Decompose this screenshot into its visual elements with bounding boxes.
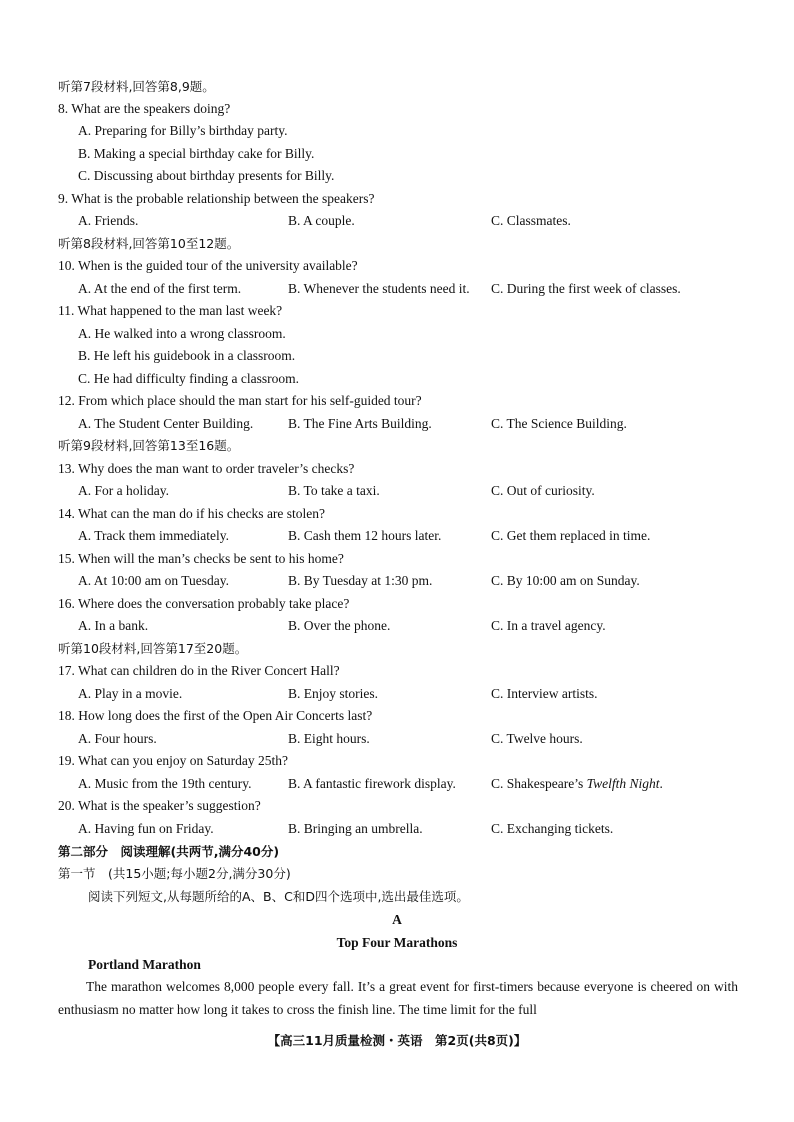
question-14-option-c: C. Get them replaced in time. xyxy=(491,528,651,543)
question-19-option-c-suffix: . xyxy=(659,776,663,791)
question-16-option-c: C. In a travel agency. xyxy=(491,618,606,633)
question-10-stem: 10. When is the guided tour of the university available? xyxy=(58,258,358,273)
question-19-option-b: B. A fantastic firework display. xyxy=(288,776,456,791)
question-19-option-a: A. Music from the 19th century. xyxy=(78,776,252,791)
question-20-option-a: A. Having fun on Friday. xyxy=(78,821,214,836)
question-15-stem: 15. When will the man’s checks be sent to his home? xyxy=(58,551,344,566)
question-14-option-a: A. Track them immediately. xyxy=(78,528,229,543)
page-footer: 【高三11月质量检测・英语 第2页(共8页)】 xyxy=(267,1033,527,1048)
question-12-option-c: C. The Science Building. xyxy=(491,416,627,431)
question-14-option-b: B. Cash them 12 hours later. xyxy=(288,528,442,543)
question-18-stem: 18. How long does the first of the Open Air Concerts last? xyxy=(58,708,373,723)
question-20-option-c: C. Exchanging tickets. xyxy=(491,821,614,836)
section-header-7: 听第7段材料,回答第8,9题。 xyxy=(58,79,215,94)
question-17-option-b: B. Enjoy stories. xyxy=(288,686,378,701)
question-16-option-a: A. In a bank. xyxy=(78,618,149,633)
question-16-option-b: B. Over the phone. xyxy=(288,618,391,633)
question-11-option-a: A. He walked into a wrong classroom. xyxy=(78,326,286,341)
question-10-option-a: A. At the end of the first term. xyxy=(78,281,242,296)
question-17-stem: 17. What can children do in the River Concert Hall? xyxy=(58,663,340,678)
question-11-option-b: B. He left his guidebook in a classroom. xyxy=(78,348,296,363)
question-9-option-b: B. A couple. xyxy=(288,213,355,228)
section-header-9: 听第9段材料,回答第13至16题。 xyxy=(58,438,240,453)
question-19-option-c-title: Twelfth Night xyxy=(586,776,660,791)
question-17-option-c: C. Interview artists. xyxy=(491,686,598,701)
passage-paragraph: The marathon welcomes 8,000 people every fall. It’s a great event for first-timers because everyone is cheered on with enthusiasm no matter how long it takes to cross the finish line. The time limit for the full xyxy=(58,979,738,1017)
question-9-stem: 9. What is the probable relationship between the speakers? xyxy=(58,191,375,206)
question-15-option-a: A. At 10:00 am on Tuesday. xyxy=(78,573,230,588)
question-15-option-b: B. By Tuesday at 1:30 pm. xyxy=(288,573,433,588)
question-12-option-a: A. The Student Center Building. xyxy=(78,416,254,431)
question-13-option-a: A. For a holiday. xyxy=(78,483,169,498)
question-19-option-c-prefix: C. Shakespeare’s xyxy=(491,776,587,791)
question-20-stem: 20. What is the speaker’s suggestion? xyxy=(58,798,261,813)
section-header-8: 听第8段材料,回答第10至12题。 xyxy=(58,236,240,251)
section-header-10: 听第10段材料,回答第17至20题。 xyxy=(58,641,248,656)
question-10-option-c: C. During the first week of classes. xyxy=(491,281,681,296)
reading-instruction: 阅读下列短文,从每题所给的A、B、C和D四个选项中,选出最佳选项。 xyxy=(88,889,469,904)
question-10-option-b: B. Whenever the students need it. xyxy=(288,281,470,296)
question-12-option-b: B. The Fine Arts Building. xyxy=(288,416,432,431)
question-14-stem: 14. What can the man do if his checks are stolen? xyxy=(58,506,326,521)
passage-title: Top Four Marathons xyxy=(336,935,458,950)
question-20-option-b: B. Bringing an umbrella. xyxy=(288,821,423,836)
question-18-option-b: B. Eight hours. xyxy=(288,731,370,746)
passage-subtitle: Portland Marathon xyxy=(88,957,201,972)
part-2-title: 第二部分 阅读理解(共两节,满分40分) xyxy=(58,844,280,859)
question-11-option-c: C. He had difficulty finding a classroom. xyxy=(78,371,299,386)
question-8-option-c: C. Discussing about birthday presents for Billy. xyxy=(78,168,335,183)
question-18-option-c: C. Twelve hours. xyxy=(491,731,583,746)
question-13-option-c: C. Out of curiosity. xyxy=(491,483,595,498)
question-19-option-c xyxy=(491,775,663,793)
question-13-stem: 13. Why does the man want to order traveler’s checks? xyxy=(58,461,355,476)
question-19-stem: 19. What can you enjoy on Saturday 25th? xyxy=(58,753,288,768)
question-18-option-a: A. Four hours. xyxy=(78,731,157,746)
question-9-option-c: C. Classmates. xyxy=(491,213,571,228)
question-8-option-a: A. Preparing for Billy’s birthday party. xyxy=(78,123,288,138)
question-11-stem: 11. What happened to the man last week? xyxy=(58,303,283,318)
question-17-option-a: A. Play in a movie. xyxy=(78,686,183,701)
passage-letter: A xyxy=(392,912,402,927)
question-15-option-c: C. By 10:00 am on Sunday. xyxy=(491,573,640,588)
question-12-stem: 12. From which place should the man start for his self-guided tour? xyxy=(58,393,422,408)
question-16-stem: 16. Where does the conversation probably take place? xyxy=(58,596,350,611)
question-13-option-b: B. To take a taxi. xyxy=(288,483,380,498)
question-8-stem: 8. What are the speakers doing? xyxy=(58,101,231,116)
question-9-option-a: A. Friends. xyxy=(78,213,139,228)
section-1-title: 第一节 (共15小题;每小题2分,满分30分) xyxy=(58,866,291,881)
question-8-option-b: B. Making a special birthday cake for Billy. xyxy=(78,146,315,161)
